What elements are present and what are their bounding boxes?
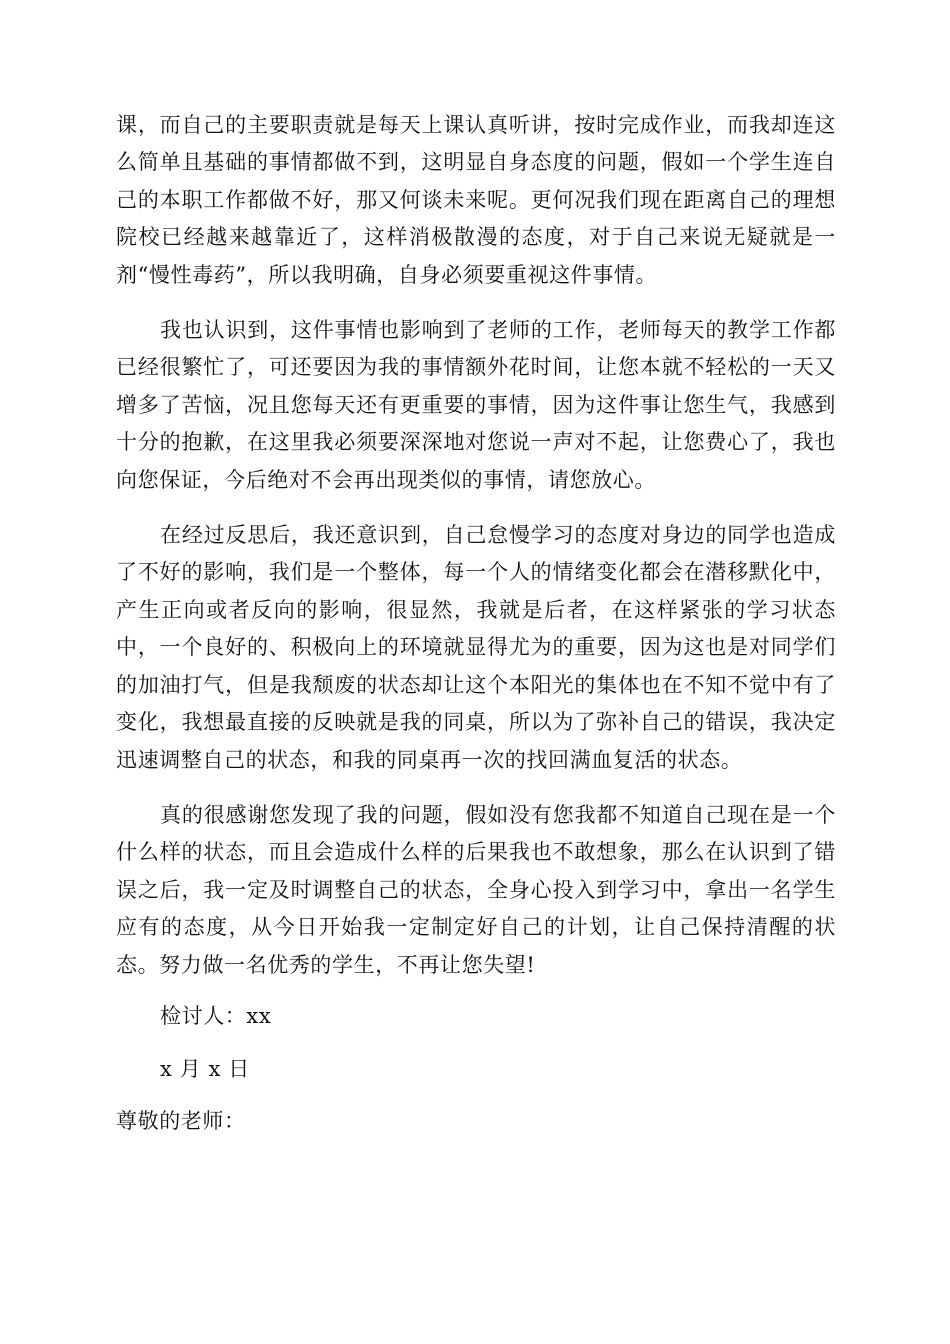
paragraph-teacher-impact: 我也认识到，这件事情也影响到了老师的工作，老师每天的教学工作都已经很繁忙了，可还要因为我的事情额外花时间，让您本就不轻松的一天又增多了苦恼，况且您每天还有更重要的事情，因为这件事让您生气，我感到十分的抱歉，在这里我必须要深深地对您说一声对不起，让您费心了，我也向您保证，今后绝对不会再出现类似的事情，请您放心。 [116, 318, 836, 492]
paragraph-classmate-impact: 在经过反思后，我还意识到，自己怠慢学习的态度对身边的同学也造成了不好的影响，我们是一个整体，每一个人的情绪变化都会在潜移默化中，产生正向或者反向的影响，很显然，我就是后者，在这样紧张的学习状态中，一个良好的、积极向上的环境就显得尤为的重要，因为这也是对同学们的加油打气，但是我颓废的状态却让这个本阳光的集体也在不知不觉中有了变化，我想最直接的反映就是我的同桌，所以为了弥补自己的错误，我决定迅速调整自己的状态，和我的同桌再一次的找回满血复活的状态。 [116, 523, 836, 772]
document-body [116, 107, 836, 1140]
paragraph-gratitude: 真的很感谢您发现了我的问题，假如没有您我都不知道自己现在是一个什么样的状态，而且会造成什么样的后果我也不敢想象，那么在认识到了错误之后，我一定及时调整自己的状态，全身心投入到学习中，拿出一名学生应有的态度，从今日开始我一定制定好自己的计划，让自己保持清醒的状态。努力做一名优秀的学生，不再让您失望! [116, 802, 836, 977]
paragraph-continued: 课，而自己的主要职责就是每天上课认真听讲，按时完成作业，而我却连这么简单且基础的事情都做不到，这明显自身态度的问题，假如一个学生连自己的本职工作都做不好，那又何谈未来呢。更何况我们现在距离自己的理想院校已经越来越靠近了，这样消极散漫的态度，对于自己来说无疑就是一剂“慢性毒药”，所以我明确，自身必须要重视这件事情。 [116, 113, 836, 287]
date-line: x 月 x 日 [160, 1057, 250, 1082]
salutation-line: 尊敬的老师： [116, 1108, 246, 1133]
signer-line: 检讨人：xx [160, 1003, 272, 1028]
